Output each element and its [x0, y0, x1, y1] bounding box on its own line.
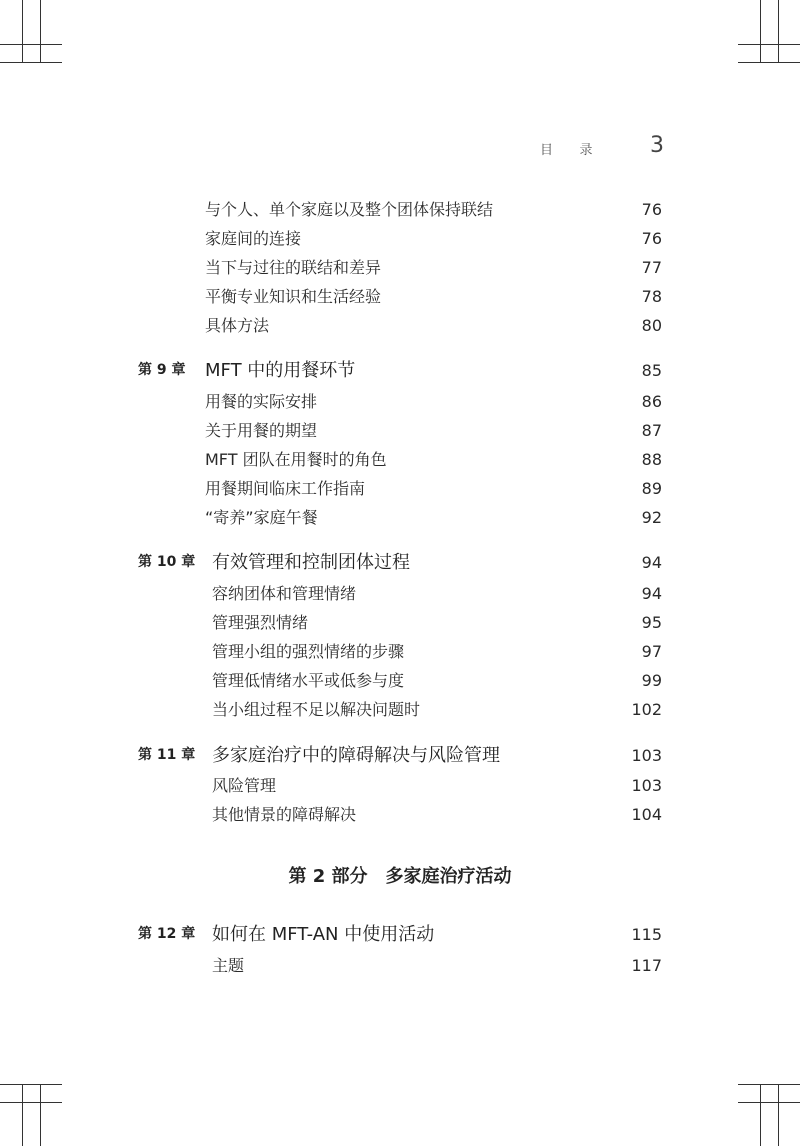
toc-section[interactable]	[0, 695, 800, 724]
running-header	[540, 139, 595, 158]
crop-mark	[0, 1102, 62, 1103]
toc-section-title: 当下与过往的联结和差异	[205, 258, 382, 277]
toc-page-number: 94	[641, 584, 662, 603]
toc-page-number: 99	[641, 671, 662, 690]
chapter-label: 第 9 章	[138, 362, 186, 378]
chapter-title: 多家庭治疗中的障碍解决与风险管理	[212, 745, 500, 766]
toc-page-number: 80	[641, 316, 662, 335]
toc-chapter[interactable]	[0, 920, 800, 949]
toc-section[interactable]	[0, 387, 800, 416]
chapter-label: 第 11 章	[138, 747, 196, 763]
chapter-title: 如何在 MFT-AN 中使用活动	[212, 924, 435, 945]
header-label-char: 目	[540, 143, 556, 158]
toc-section[interactable]	[0, 771, 800, 800]
toc-section[interactable]	[0, 445, 800, 474]
crop-mark	[0, 44, 62, 45]
toc-section-title: 风险管理	[212, 776, 277, 795]
toc-page-number: 76	[641, 229, 662, 248]
toc-page-number: 115	[631, 925, 662, 944]
crop-mark	[738, 1084, 800, 1085]
toc-section[interactable]	[0, 224, 800, 253]
toc-section[interactable]	[0, 195, 800, 224]
toc-page-number: 89	[641, 479, 662, 498]
toc-page-number: 95	[641, 613, 662, 632]
toc-section[interactable]	[0, 800, 800, 829]
toc-section[interactable]	[0, 416, 800, 445]
toc-section-title: 容纳团体和管理情绪	[212, 584, 357, 603]
crop-mark	[738, 62, 800, 63]
toc-section-title: 主题	[212, 956, 245, 975]
toc-section[interactable]	[0, 951, 800, 980]
crop-mark	[760, 1084, 761, 1146]
toc-section-title: 管理低情绪水平或低参与度	[212, 671, 405, 690]
toc-section[interactable]	[0, 666, 800, 695]
toc-page-number: 86	[641, 392, 662, 411]
toc-section-title: 家庭间的连接	[205, 229, 302, 248]
toc-section-title: 与个人、单个家庭以及整个团体保持联结	[205, 200, 494, 219]
toc-page-number: 103	[631, 746, 662, 765]
toc-section-title: 其他情景的障碍解决	[212, 805, 357, 824]
toc-section[interactable]	[0, 637, 800, 666]
toc-page-number: 117	[631, 956, 662, 975]
toc-section-title: 关于用餐的期望	[205, 421, 318, 440]
crop-mark	[0, 62, 62, 63]
toc-page-number: 87	[641, 421, 662, 440]
toc-section[interactable]	[0, 253, 800, 282]
toc-section[interactable]	[0, 608, 800, 637]
toc-section-title: 管理强烈情绪	[212, 613, 309, 632]
part-heading[interactable]: 第 2 部分 多家庭治疗活动	[288, 866, 512, 887]
toc-section-title: 管理小组的强烈情绪的步骤	[212, 642, 405, 661]
toc-page-number: 88	[641, 450, 662, 469]
toc-section[interactable]	[0, 503, 800, 532]
toc-section-title: 用餐期间临床工作指南	[205, 479, 366, 498]
crop-mark	[0, 1084, 62, 1085]
toc-chapter[interactable]	[0, 356, 800, 385]
chapter-label: 第 12 章	[138, 926, 196, 942]
toc-section-title: MFT 团队在用餐时的角色	[205, 450, 387, 469]
crop-mark	[40, 1084, 41, 1146]
chapter-label: 第 10 章	[138, 554, 196, 570]
toc-chapter[interactable]	[0, 548, 800, 577]
toc-section[interactable]	[0, 311, 800, 340]
chapter-title: MFT 中的用餐环节	[205, 360, 356, 381]
toc-section-title: 用餐的实际安排	[205, 392, 318, 411]
toc-section[interactable]	[0, 282, 800, 311]
toc-page-number: 97	[641, 642, 662, 661]
toc-section[interactable]	[0, 579, 800, 608]
header-label-char: 录	[579, 143, 595, 158]
toc-section-title: 当小组过程不足以解决问题时	[212, 700, 421, 719]
toc-page-number: 102	[631, 700, 662, 719]
toc-page-number: 78	[641, 287, 662, 306]
toc-page-number: 104	[631, 805, 662, 824]
toc-section[interactable]	[0, 474, 800, 503]
crop-mark	[778, 0, 779, 62]
crop-mark	[760, 0, 761, 62]
toc-section-title: 平衡专业知识和生活经验	[205, 287, 382, 306]
crop-mark	[778, 1084, 779, 1146]
toc-section-title: “寄养”家庭午餐	[205, 508, 318, 527]
chapter-title: 有效管理和控制团体过程	[212, 552, 410, 573]
toc-page-number: 85	[641, 361, 662, 380]
toc-page-number: 94	[641, 553, 662, 572]
toc-chapter[interactable]	[0, 741, 800, 770]
toc-page-number: 92	[641, 508, 662, 527]
toc-section-title: 具体方法	[205, 316, 270, 335]
crop-mark	[738, 1102, 800, 1103]
crop-mark	[22, 0, 23, 62]
toc-page-number: 103	[631, 776, 662, 795]
toc-page-number: 77	[641, 258, 662, 277]
toc-page-number: 76	[641, 200, 662, 219]
crop-mark	[22, 1084, 23, 1146]
crop-mark	[738, 44, 800, 45]
page-number: 3	[650, 133, 664, 158]
crop-mark	[40, 0, 41, 62]
